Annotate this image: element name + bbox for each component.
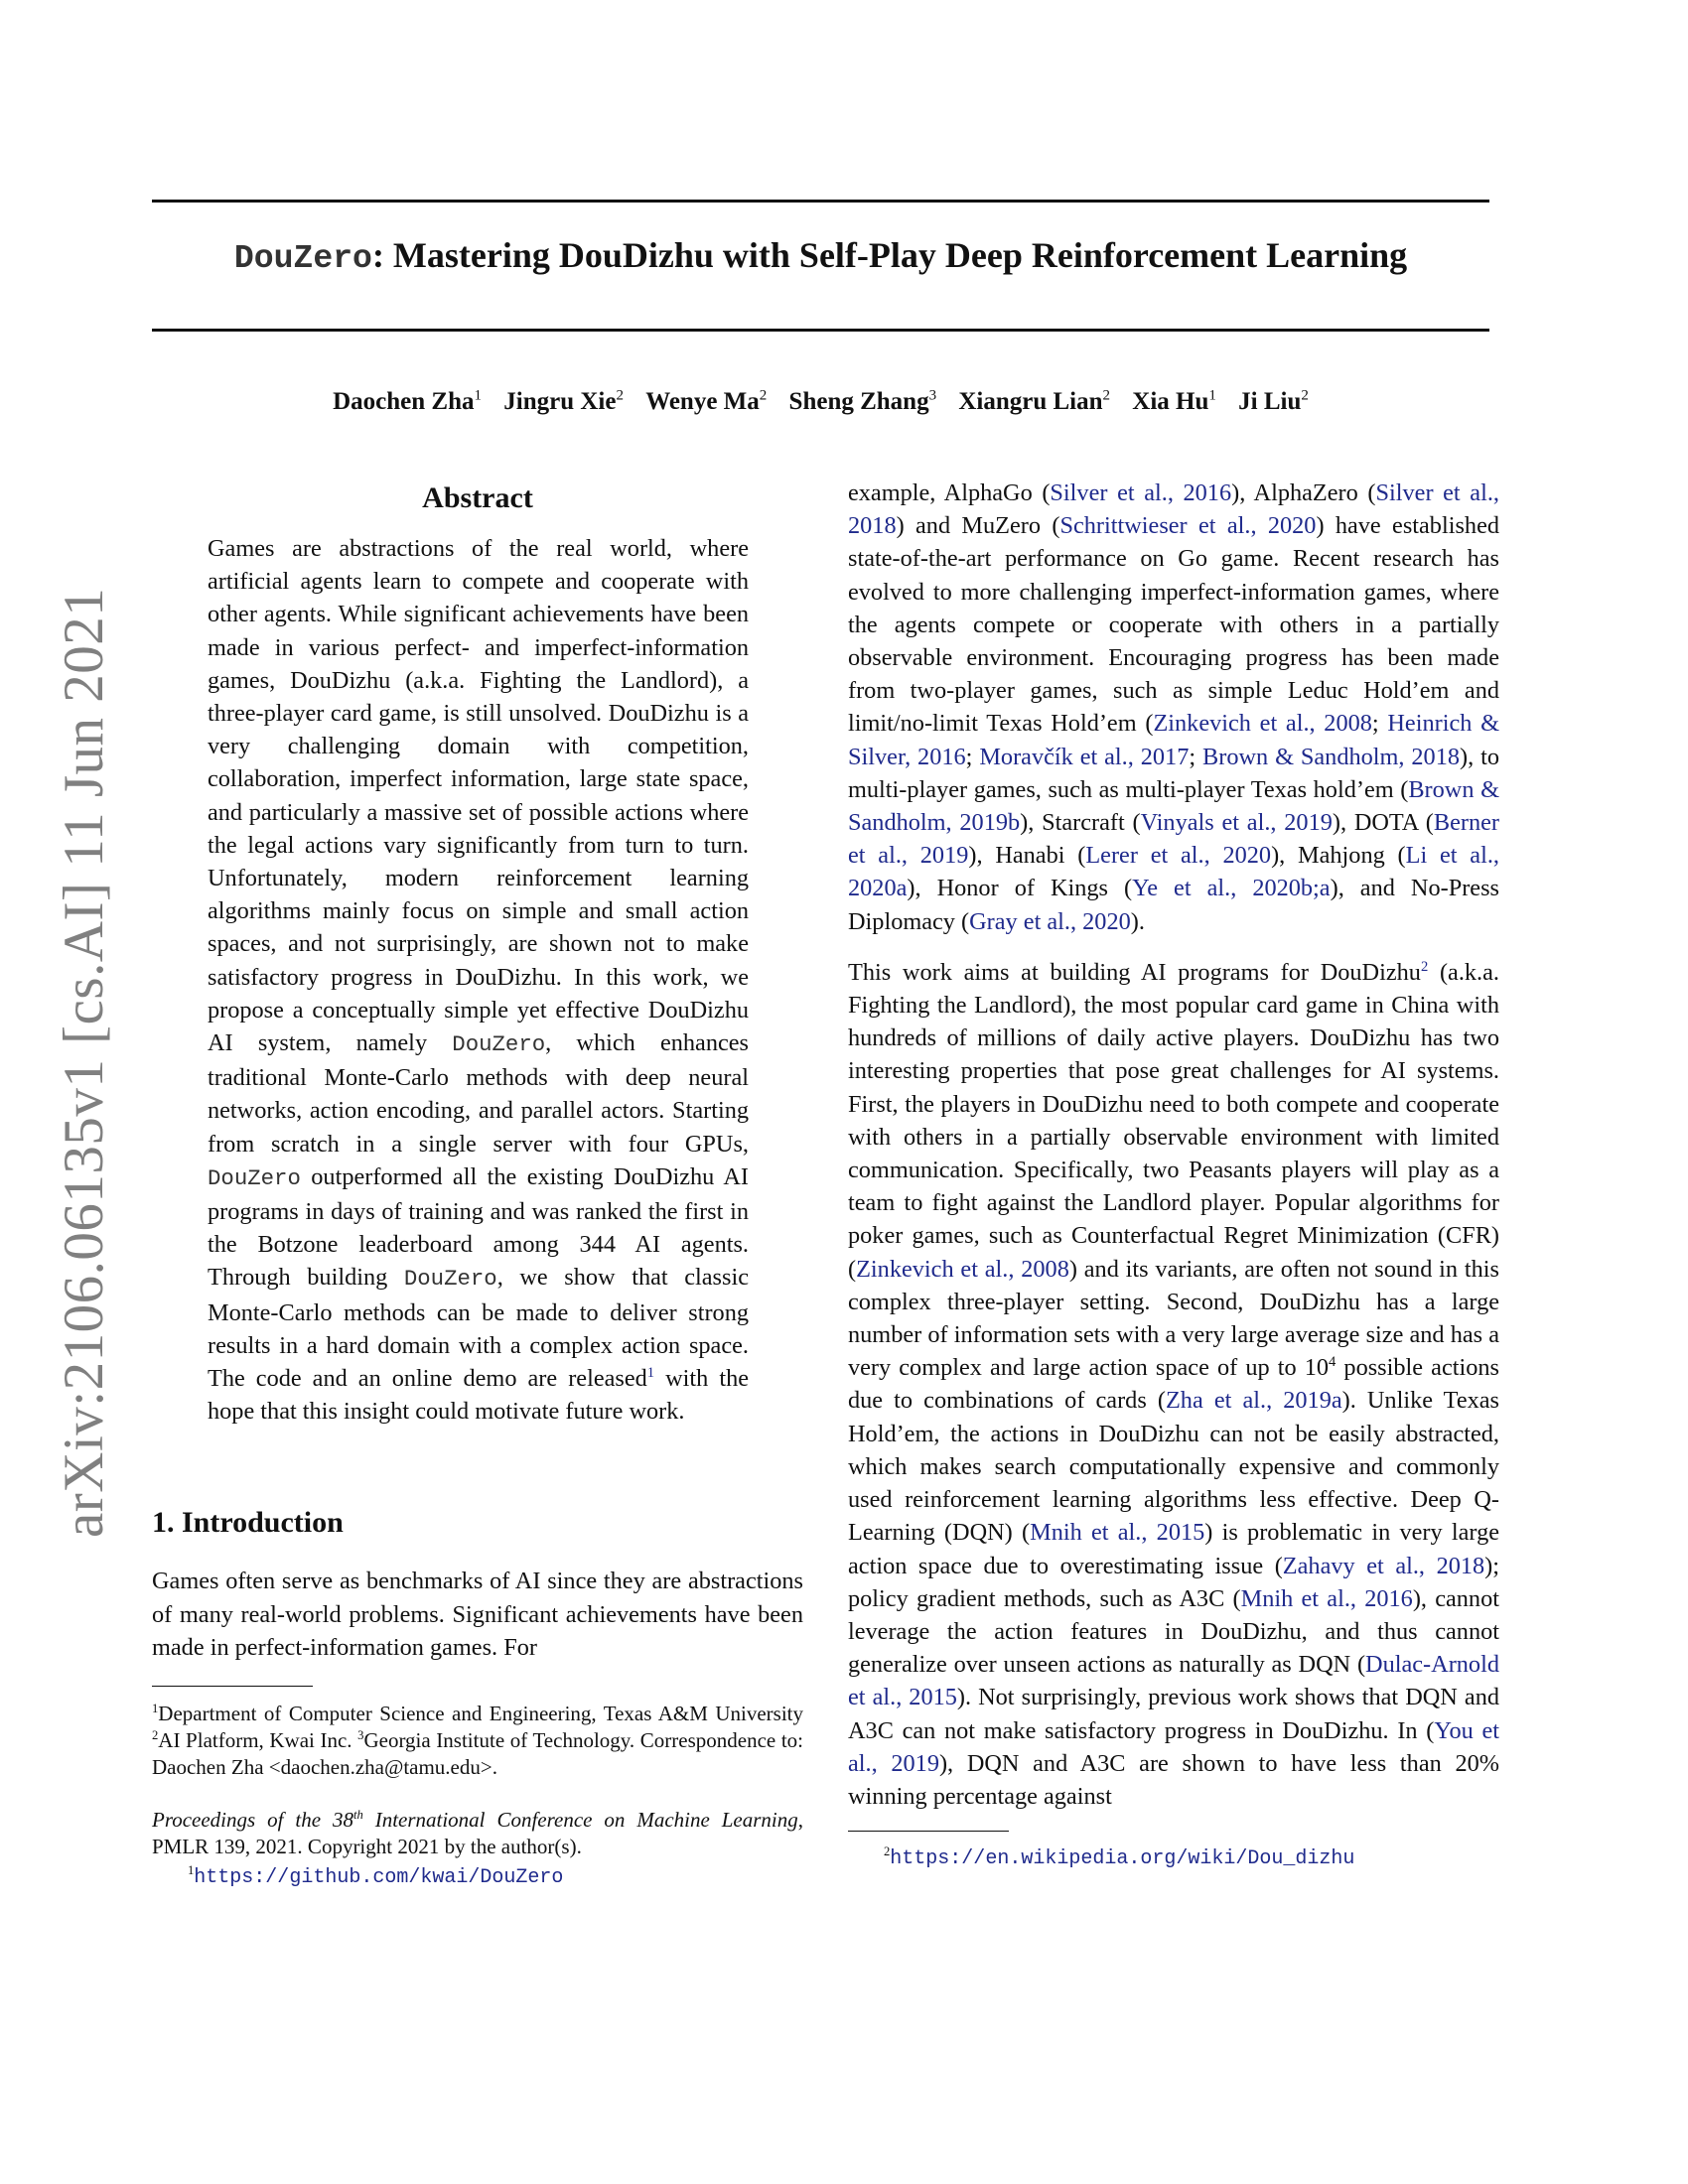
footnote-ref[interactable]: 2: [1420, 958, 1429, 975]
title-top-rule: [152, 200, 1489, 203]
citation-link[interactable]: Schrittwieser et al., 2020: [1059, 512, 1317, 540]
citation-link[interactable]: Li et al., 2020a: [848, 842, 1499, 902]
footnote-rule: [152, 1686, 313, 1687]
right-column: [848, 477, 1499, 1872]
citation-link[interactable]: Silver et al., 2016: [1050, 479, 1232, 506]
text-run: ) is problematic in very large action space due to overestimating issue (: [848, 1519, 1499, 1579]
text-run: ), Honor of Kings (: [907, 875, 1133, 902]
citation-link[interactable]: Brown & Sandholm, 2018: [1202, 743, 1461, 770]
text-run: ), cannot leverage the action features in DouDizhu, and thus cannot generalize over unseen actions as naturally as DQN (: [848, 1584, 1499, 1679]
author: Jingru Xie$^2$: [503, 387, 624, 415]
footnote-rule: [848, 1831, 1009, 1832]
text-run: ) and its variants, are often not sound in this complex three-player setting. Second, DouDizhu has a large number of information sets with a very large average size and has a very complex and large action space of up to 10: [848, 1255, 1499, 1382]
citation-link[interactable]: You et al., 2019: [848, 1716, 1499, 1777]
text-run: ) have established state-of-the-art performance on Go game. Recent research has evolved to more challenging imperfect-information games, where the agents compete or cooperate with others in a partially observable environment. Encouraging progress has been made from two-player games, such as simple Leduc Hold’em and limit/no-limit Texas Hold’em (: [848, 512, 1499, 738]
left-column: [152, 477, 803, 1891]
text-run: ), Mahjong (: [1271, 842, 1406, 870]
text-run: ), DQN and A3C are shown to have less than 20% winning percentage against: [848, 1749, 1499, 1810]
text-run: ), AlphaZero (: [1231, 479, 1376, 506]
citation-link[interactable]: Gray et al., 2020: [969, 907, 1131, 935]
text-run: This work aims at building AI programs for DouDizhu: [848, 958, 1421, 986]
text-run: ).: [1130, 907, 1145, 935]
text-run: example, AlphaGo (: [848, 479, 1051, 506]
author: Wenye Ma$^2$: [645, 387, 768, 415]
citation-link[interactable]: Mnih et al., 2016: [1240, 1584, 1413, 1612]
superscript: 4: [1329, 1354, 1336, 1371]
author: Ji Liu$^2$: [1238, 387, 1309, 415]
citation-link[interactable]: Lerer et al., 2020: [1085, 842, 1272, 870]
text-run: ;: [1189, 743, 1203, 770]
citation-link[interactable]: Zinkevich et al., 2008: [1153, 710, 1372, 738]
code-repo-link[interactable]: https://github.com/kwai/DouZero: [194, 1866, 564, 1890]
intro-paragraph-related-work: [848, 477, 1499, 938]
paper-title: [152, 234, 1489, 277]
title-bottom-rule: [152, 329, 1489, 332]
affiliation-footnote: $^1$Department of Computer Science and Engineering, Texas A&M University $^2$AI Platform, Kwai Inc. $^3$Georgia Institute of Technology. Correspondence to: Daochen Zha <daochen.zha@tamu.edu>.: [152, 1702, 803, 1780]
text-run: ); policy gradient methods, such as A3C (: [848, 1552, 1500, 1612]
wikipedia-link[interactable]: https://en.wikipedia.org/wiki/Dou_dizhu: [890, 1847, 1355, 1871]
text-run: ), and No-Press Diplomacy (: [848, 875, 1499, 935]
text-run: ;: [1371, 710, 1388, 738]
citation-link[interactable]: Zahavy et al., 2018: [1282, 1552, 1485, 1579]
proceedings-note: Proceedings of the 38th International Conference on Machine Learning, PMLR 139, 2021. Copyright 2021 by the author(s).: [152, 1808, 803, 1859]
text-run: ), Starcraft (: [1020, 809, 1141, 837]
title-system-name: DouZero: [233, 239, 372, 277]
intro-paragraph: Games often serve as benchmarks of AI since they are abstractions of many real-world problems. Significant achievements have been made in perfect-information games. For: [152, 1568, 803, 1661]
citation-link[interactable]: Brown & Sandholm, 2019b: [848, 775, 1499, 837]
intro-paragraph-doudizhu: [848, 956, 1499, 1813]
text-run: ), to multi-player games, such as multi-player Texas hold’em (: [848, 743, 1499, 803]
citation-link[interactable]: Ye et al., 2020b;a: [1132, 875, 1331, 902]
citation-link[interactable]: Zinkevich et al., 2008: [856, 1255, 1069, 1283]
abstract-heading: Abstract: [422, 481, 533, 514]
text-run: (a.k.a. Fighting the Landlord), the most popular card game in China with hundreds of millions of daily active players. DouDizhu has two interesting properties that pose great challenges for AI systems. First, the players in DouDizhu need to both compete and cooperate with others in a partially observable environment with limited communication. Specifically, two Peasants players will play as a team to fight against the Landlord player. Popular algorithms for poker games, such as Counterfactual Regret Minimization (CFR) (: [848, 958, 1499, 1283]
text-run: ), DOTA (: [1332, 809, 1434, 837]
citation-link[interactable]: Silver et al., 2018: [848, 479, 1499, 540]
citation-link[interactable]: Vinyals et al., 2019: [1140, 809, 1333, 837]
citation-link[interactable]: Heinrich & Silver, 2016: [848, 710, 1499, 770]
text-run: ) and MuZero (: [896, 512, 1060, 540]
title-text: : Mastering DouDizhu with Self-Play Deep Reinforcement Learning: [371, 235, 1408, 275]
section-heading-introduction: 1. Introduction: [152, 1506, 344, 1540]
author-list: [152, 388, 1489, 416]
text-run: ), Hanabi (: [968, 842, 1086, 870]
citation-link[interactable]: Mnih et al., 2015: [1030, 1519, 1205, 1547]
text-run: possible actions due to combinations of cards (: [848, 1354, 1499, 1415]
text-run: ;: [965, 743, 980, 770]
citation-link[interactable]: Zha et al., 2019a: [1165, 1387, 1342, 1415]
author: Xia Hu$^1$: [1132, 387, 1216, 415]
citation-link[interactable]: Dulac-Arnold et al., 2015: [848, 1651, 1499, 1711]
author: Daochen Zha$^1$: [333, 387, 483, 415]
citation-link[interactable]: Moravčík et al., 2017: [979, 743, 1190, 770]
wikipedia-footnote: $^2$https://en.wikipedia.org/wiki/Dou_dizhu: [884, 1844, 1355, 1871]
author: Xiangru Lian$^2$: [958, 387, 1111, 415]
citation-link[interactable]: Berner et al., 2019: [848, 809, 1499, 870]
abstract-body: Games are abstractions of the real world, where artificial agents learn to compete and cooperate with other agents. While significant achievements have been made in various perfect- and imperfect-information games, DouDizhu (a.k.a. Fighting the Landlord), a three-player card game, is still unsolved. DouDizhu is a very challenging domain with competition, collaboration, imperfect information, large state space, and particularly a massive set of possible actions where the legal actions vary significantly from turn to turn. Unfortunately, modern reinforcement learning algorithms mainly focus on simple and small action spaces, and not surprisingly, are shown not to make satisfactory progress in DouDizhu. In this work, we propose a conceptually simple yet effective DouDizhu AI system, namely DouZero, which enhances traditional Monte-Carlo methods with deep neural networks, action encoding, and parallel actors. Starting from scratch in a single server with four GPUs, DouZero outperformed all the existing DouDizhu AI programs in days of training and was ranked the first in the Botzone leaderboard among 344 AI agents. Through building DouZero, we show that classic Monte-Carlo methods can be made to deliver strong results in a hard domain with a complex action space. The code and an online demo are released$^1$ with the hope that this insight could motivate future work.: [208, 535, 750, 1426]
author: Sheng Zhang$^3$: [788, 387, 937, 415]
arxiv-stamp: arXiv:2106.06135v1 [cs.AI] 11 Jun 2021: [53, 587, 115, 1538]
text-run: ). Unlike Texas Hold’em, the actions in DouDizhu can not be easily abstracted, which makes search computationally expensive and commonly used reinforcement learning algorithms less effective. Deep Q-Learning (DQN) (: [848, 1387, 1499, 1547]
code-url-footnote: $^1$https://github.com/kwai/DouZero: [188, 1863, 564, 1890]
footnote-ref-1[interactable]: 1: [646, 1364, 655, 1381]
text-run: ). Not surprisingly, previous work shows that DQN and A3C can not make satisfactory progress in DouDizhu. In (: [848, 1684, 1499, 1744]
